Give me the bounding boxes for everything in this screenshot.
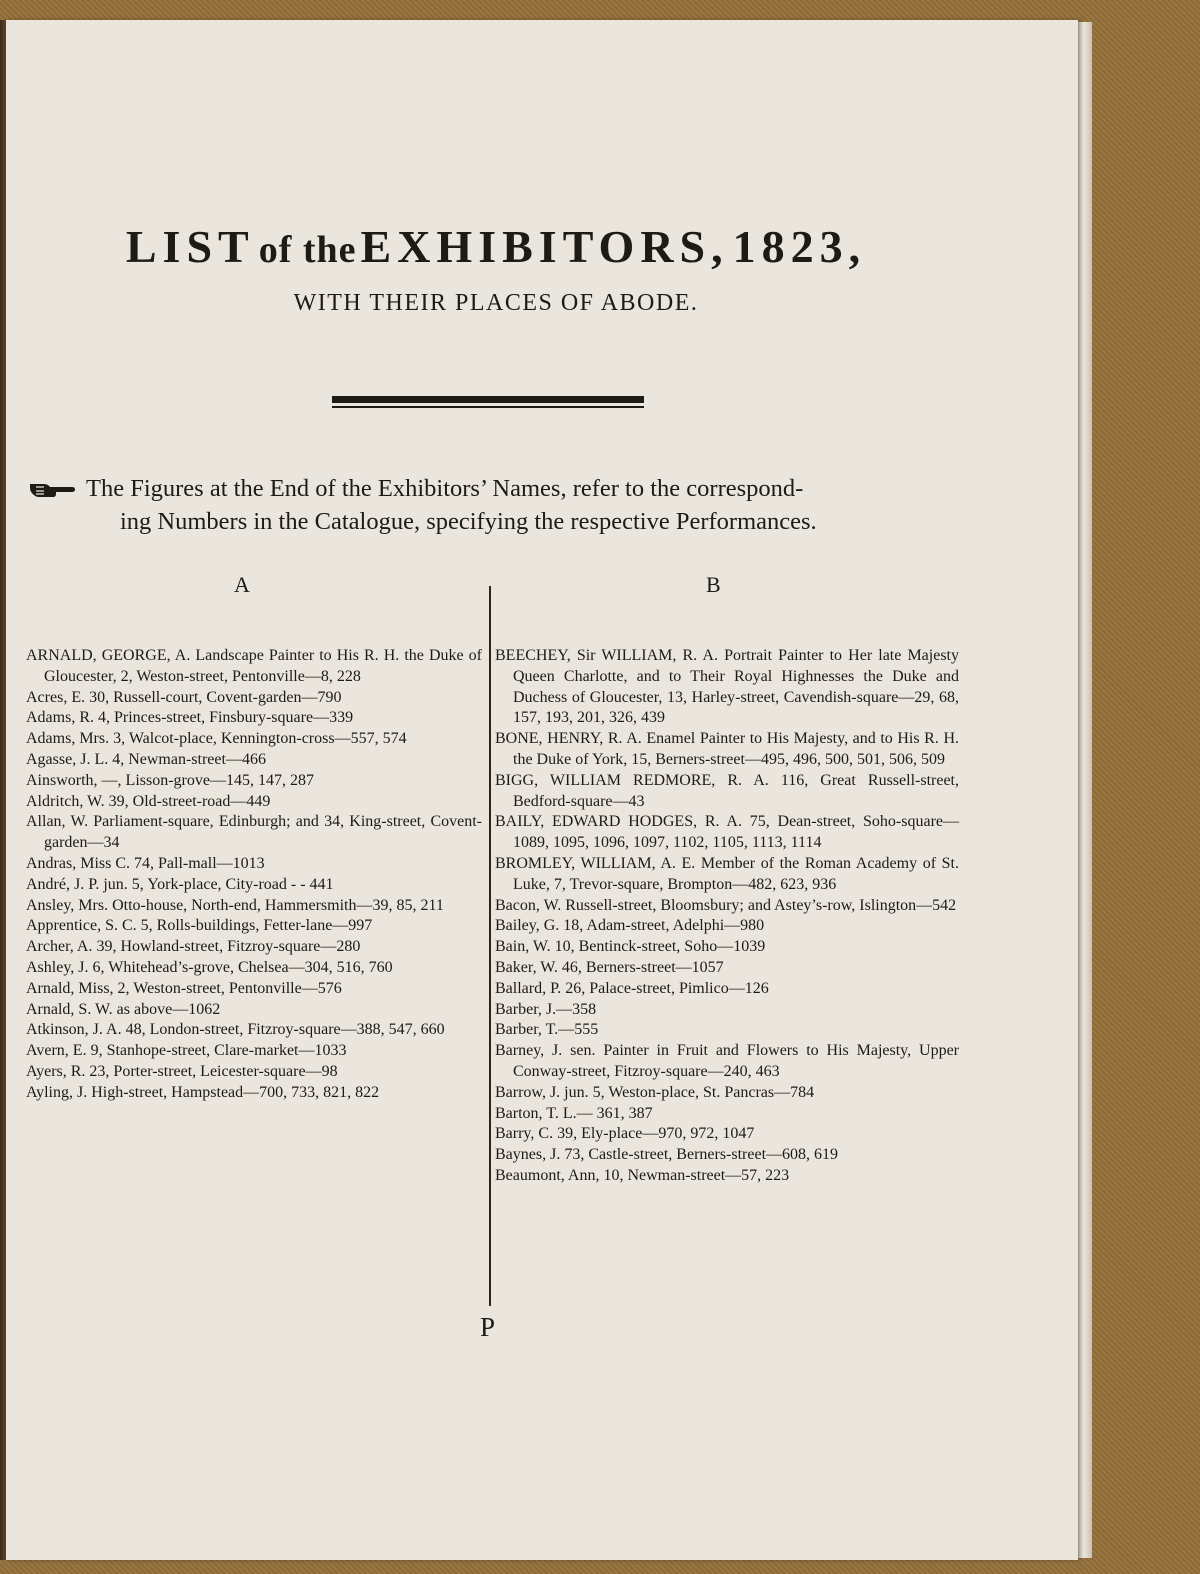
list-item: Ballard, P. 26, Palace-street, Pimlico—126: [495, 979, 769, 997]
list-item: Ansley, Mrs. Otto-house, North-end, Hammersmith—39, 85, 211: [26, 896, 444, 914]
list-item: Agasse, J. L. 4, Newman-street—466: [26, 750, 266, 768]
signature-mark: P: [480, 1312, 496, 1342]
list-item: Aldritch, W. 39, Old-street-road—449: [26, 792, 271, 810]
catalogue-note: [28, 472, 968, 538]
page-subtitle: WITH THEIR PLACES OF ABODE.: [293, 290, 699, 316]
list-item: Avern, E. 9, Stanhope-street, Clare-market—1033: [26, 1042, 347, 1060]
list-item: Barber, J.—358: [495, 1000, 597, 1018]
list-item: Barber, T.—555: [495, 1021, 599, 1039]
list-item: Arnald, S. W. as above—1062: [26, 1000, 221, 1018]
list-item: Ayers, R. 23, Porter-street, Leicester-square—98: [26, 1062, 338, 1080]
list-item: Atkinson, J. A. 48, London-street, Fitzroy-square—388, 547, 660: [26, 1021, 445, 1039]
list-item: Adams, Mrs. 3, Walcot-place, Kennington-cross—557, 574: [26, 730, 407, 748]
title-exhibitors: EXHIBITORS,: [360, 221, 729, 272]
note-line-2: ing Numbers in the Catalogue, specifying the respective Performances.: [120, 508, 817, 535]
list-item: Beaumont, Ann, 10, Newman-street—57, 223: [495, 1166, 790, 1184]
note-line-1: The Figures at the End of the Exhibitors’ Names, refer to the correspond-: [86, 475, 804, 502]
list-item: Bacon, W. Russell-street, Bloomsbury; and Astey’s-row, Islington—542: [495, 896, 957, 914]
divider-rule: [332, 396, 644, 403]
divider-rule-thin: [332, 406, 644, 408]
list-item: Acres, E. 30, Russell-court, Covent-garden—790: [26, 688, 342, 706]
list-item: Barton, T. L.— 361, 387: [495, 1104, 653, 1122]
list-item: Ainsworth, —, Lisson-grove—145, 147, 287: [26, 771, 314, 789]
list-item: Archer, A. 39, Howland-street, Fitzroy-square—280: [26, 938, 361, 956]
title-year: 1823,: [732, 221, 867, 272]
column-divider: [489, 586, 491, 1306]
title-of-the: of the: [258, 229, 357, 271]
list-item: Barrow, J. jun. 5, Weston-place, St. Pancras—784: [495, 1083, 815, 1101]
list-item: Bailey, G. 18, Adam-street, Adelphi—980: [495, 917, 765, 935]
list-item: Arnald, Miss, 2, Weston-street, Pentonville—576: [26, 979, 342, 997]
list-item: ARNALD, GEORGE, A. Landscape Painter to His R. H. the Duke of Gloucester, 2, Weston-street, Pentonville—8, 228: [26, 647, 482, 685]
column-b: [495, 646, 959, 1187]
list-item: Apprentice, S. C. 5, Rolls-buildings, Fetter-lane—997: [26, 917, 373, 935]
page-title: [26, 220, 966, 273]
list-item: BONE, HENRY, R. A. Enamel Painter to His Majesty, and to His R. H. the Duke of York, 15, Berners-street—495, 496, 500, 501, 506, 509: [495, 730, 959, 768]
list-item: BAILY, EDWARD HODGES, R. A. 75, Dean-street, Soho-square—1089, 1095, 1096, 1097, 1102, 1105, 1113, 1114: [495, 813, 959, 852]
list-item: BROMLEY, WILLIAM, A. E. Member of the Roman Academy of St. Luke, 7, Trevor-square, Brompton—482, 623, 936: [495, 854, 959, 893]
pointing-hand-icon: [28, 480, 76, 500]
list-item: Baker, W. 46, Berners-street—1057: [495, 958, 724, 976]
list-item: Bain, W. 10, Bentinck-street, Soho—1039: [495, 938, 766, 956]
list-item: Allan, W. Parliament-square, Edinburgh; and 34, King-street, Covent-garden—34: [26, 813, 482, 852]
page: [6, 20, 1078, 1560]
page-edges: [1078, 22, 1092, 1558]
list-item: Barney, J. sen. Painter in Fruit and Flowers to His Majesty, Upper Conway-street, Fitzroy-square—240, 463: [495, 1042, 959, 1080]
list-item: Baynes, J. 73, Castle-street, Berners-street—608, 619: [495, 1146, 839, 1164]
list-item: Ayling, J. High-street, Hampstead—700, 733, 821, 822: [26, 1083, 380, 1101]
list-item: André, J. P. jun. 5, York-place, City-road - - 441: [26, 875, 334, 893]
list-item: BEECHEY, Sir WILLIAM, R. A. Portrait Painter to Her late Majesty Queen Charlotte, and to Their Royal Highnesses the Duke and Duchess of Gloucester, 13, Harley-street, Cavendish-square—29, 68, 157, 193, 201, 326, 439: [495, 647, 959, 727]
column-a: [26, 646, 482, 1104]
column-a-heading: A: [234, 572, 251, 597]
title-list: LIST: [125, 221, 255, 272]
column-b-heading: B: [706, 572, 722, 597]
list-item: Ashley, J. 6, Whitehead’s-grove, Chelsea—304, 516, 760: [26, 958, 393, 976]
list-item: Adams, R. 4, Princes-street, Finsbury-square—339: [26, 709, 354, 727]
list-item: BIGG, WILLIAM REDMORE, R. A. 116, Great Russell-street, Bedford-square—43: [495, 771, 959, 810]
list-item: Barry, C. 39, Ely-place—970, 972, 1047: [495, 1125, 755, 1143]
list-item: Andras, Miss C. 74, Pall-mall—1013: [26, 854, 265, 872]
